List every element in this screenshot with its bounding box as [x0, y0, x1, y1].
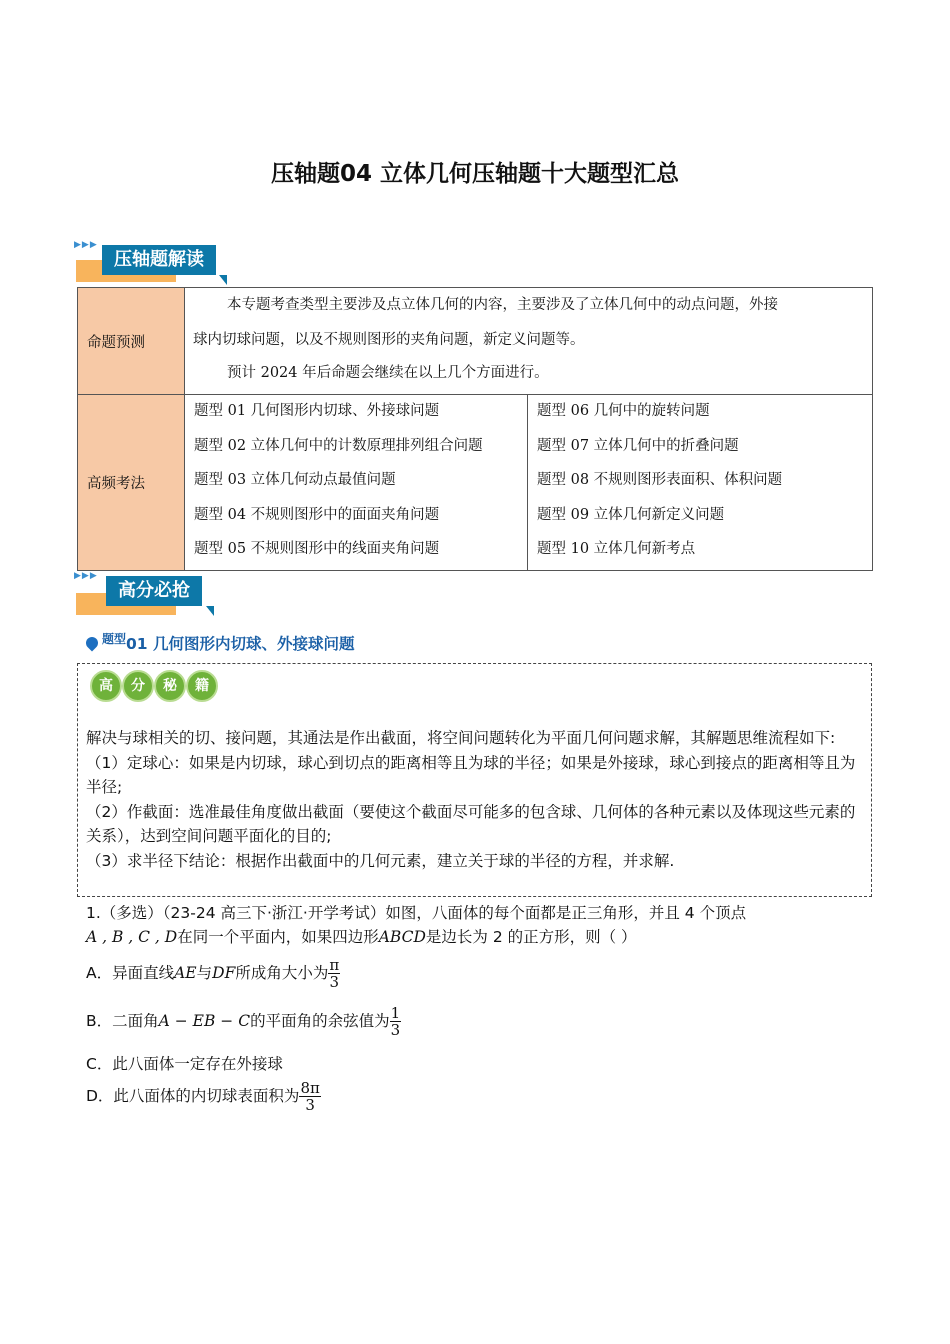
stem-text: 1.（多选）（23-24 高三下·浙江·开学考试）如图，八面体的每个面都是正三角形，并且 4 个顶点	[86, 904, 747, 922]
math: DF	[212, 964, 236, 982]
tip-paragraph: 解决与球相关的切、接问题，其通法是作出截面，将空间问题转化为平面几何问题求解，其解题思维流程如下:	[86, 729, 836, 747]
math: AE	[174, 964, 197, 982]
banner-tail	[206, 606, 214, 616]
banner-label: 高分必抢	[106, 576, 202, 606]
option-text: 与	[196, 964, 213, 982]
badge-circle: 秘	[154, 670, 186, 702]
badge-circle: 高	[90, 670, 122, 702]
page-title: 压轴题04 立体几何压轴题十大题型汇总	[270, 161, 679, 187]
badge-circle: 籍	[186, 670, 218, 702]
math-abcd: ABCD	[378, 928, 426, 946]
arrows-icon: ▶▶▶	[74, 571, 98, 581]
tips-text	[86, 726, 866, 874]
topic-item: 题型 04 不规则图形中的面面夹角问题	[194, 506, 440, 523]
heading-title: 01 几何图形内切球、外接球问题	[126, 635, 355, 654]
topic-item: 题型 01 几何图形内切球、外接球问题	[194, 403, 440, 419]
math: A − EB − C	[158, 1012, 251, 1030]
row-header-methods: 高频考法	[78, 395, 185, 571]
option-c: C．此八面体一定存在外接球	[86, 1055, 283, 1073]
topic-heading	[86, 630, 354, 654]
location-pin-icon	[84, 635, 101, 652]
section-banner-high-score	[74, 571, 234, 619]
topic-item: 题型 07 立体几何中的折叠问题	[537, 437, 739, 454]
stem-text: 是边长为 2 的正方形，则（ ）	[425, 928, 637, 946]
stem-text: 在同一个平面内，如果四边形	[177, 928, 379, 946]
option-a	[86, 957, 340, 990]
tip-paragraph: （1）定球心：如果是内切球，球心到切点的距离相等且为球的半径；如果是外接球，球心到接点的距离相等且为半径;	[86, 753, 856, 797]
section-banner-interpretation	[74, 240, 234, 288]
overview-table	[77, 287, 873, 571]
topic-item: 题型 03 立体几何动点最值问题	[194, 472, 396, 488]
option-b	[86, 1005, 401, 1038]
numerator: 1	[390, 1004, 401, 1022]
fraction	[390, 1005, 402, 1038]
prediction-line: 预计 2024 年后命题会继续在以上几个方面进行。	[227, 365, 549, 381]
topic-item: 题型 10 立体几何新考点	[537, 541, 696, 557]
denominator: 3	[305, 1096, 315, 1114]
option-text: B．二面角	[86, 1012, 159, 1030]
fraction	[328, 957, 340, 990]
topic-item: 题型 08 不规则图形表面积、体积问题	[537, 472, 783, 488]
option-text: A．异面直线	[86, 964, 175, 982]
arrows-icon: ▶▶▶	[74, 240, 98, 250]
topic-item: 题型 05 不规则图形中的线面夹角问题	[194, 541, 440, 557]
topic-list-left	[185, 395, 528, 571]
topic-list-right	[528, 395, 873, 571]
row-header-prediction: 命题预测	[78, 288, 185, 395]
heading-prefix: 题型	[102, 632, 127, 646]
question-stem	[86, 901, 876, 949]
fraction	[299, 1080, 320, 1113]
denominator: 3	[390, 1021, 401, 1039]
tip-paragraph: （3）求半径下结论：根据作出截面中的几何元素，建立关于球的半径的方程，并求解.	[86, 851, 675, 870]
topic-item: 题型 06 几何中的旋转问题	[537, 403, 710, 419]
banner-label: 压轴题解读	[102, 245, 216, 275]
numerator: π	[329, 956, 340, 974]
badge-circle: 分	[122, 670, 154, 702]
prediction-line: 本专题考查类型主要涉及点立体几何的内容，主要涉及了立体几何中的动点问题，外接	[227, 297, 778, 313]
option-text: 的平面角的余弦值为	[250, 1012, 390, 1030]
topic-item: 题型 09 立体几何新定义问题	[537, 506, 725, 523]
prediction-line: 球内切球问题，以及不规则图形的夹角问题，新定义问题等。	[193, 332, 585, 348]
denominator: 3	[329, 973, 340, 991]
math-points: A , B , C , D	[86, 928, 178, 946]
banner-tail	[219, 275, 227, 285]
numerator: 8π	[300, 1079, 320, 1097]
option-text: 所成角大小为	[235, 964, 329, 982]
option-text: D．此八面体的内切球表面积为	[86, 1087, 300, 1105]
tip-paragraph: （2）作截面：选准最佳角度做出截面（要使这个截面尽可能多的包含球、几何体的各种元素以及体现这些元素的关系），达到空间问题平面化的目的;	[86, 802, 856, 846]
topic-item: 题型 02 立体几何中的计数原理排列组合问题	[194, 437, 483, 454]
option-d	[86, 1080, 321, 1113]
